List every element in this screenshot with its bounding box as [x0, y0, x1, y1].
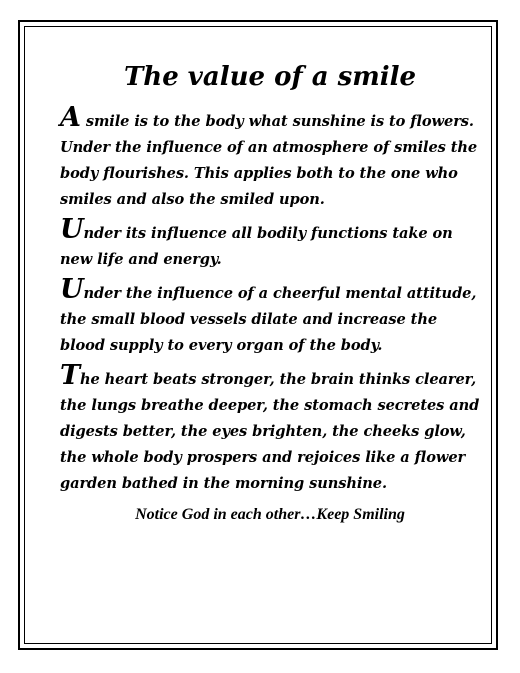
paragraph-text: smile is to the body what sunshine is to flowers. Under the influence of an atmosphere of smiles the body flourishes. This applies both to the one who smiles and also the smiled upon.	[60, 113, 478, 208]
drop-cap: U	[60, 274, 84, 305]
paragraph-2	[60, 214, 480, 273]
page-title: The value of a smile	[123, 62, 417, 92]
paragraph-text: he heart beats stronger, the brain thinks clearer, the lungs breathe deeper, the stomach secretes and digests better, the eyes brighten, the cheeks glow, the whole body prospers and rejoices like a flower garden bathed in the morning sunshine.	[60, 371, 480, 492]
paragraph-1	[60, 102, 480, 213]
paragraph-text: nder its influence all bodily functions take on new life and energy.	[60, 225, 453, 268]
paragraph-4	[60, 360, 480, 497]
poem-content	[60, 60, 480, 526]
drop-cap: U	[60, 214, 84, 245]
paragraph-text: nder the influence of a cheerful mental attitude, the small blood vessels dilate and increase the blood supply to every organ of the body.	[60, 285, 477, 354]
drop-cap: T	[60, 360, 80, 391]
paragraph-3	[60, 274, 480, 359]
drop-cap: A	[60, 102, 81, 133]
closing-line: Notice God in each other…Keep Smiling	[135, 506, 405, 523]
